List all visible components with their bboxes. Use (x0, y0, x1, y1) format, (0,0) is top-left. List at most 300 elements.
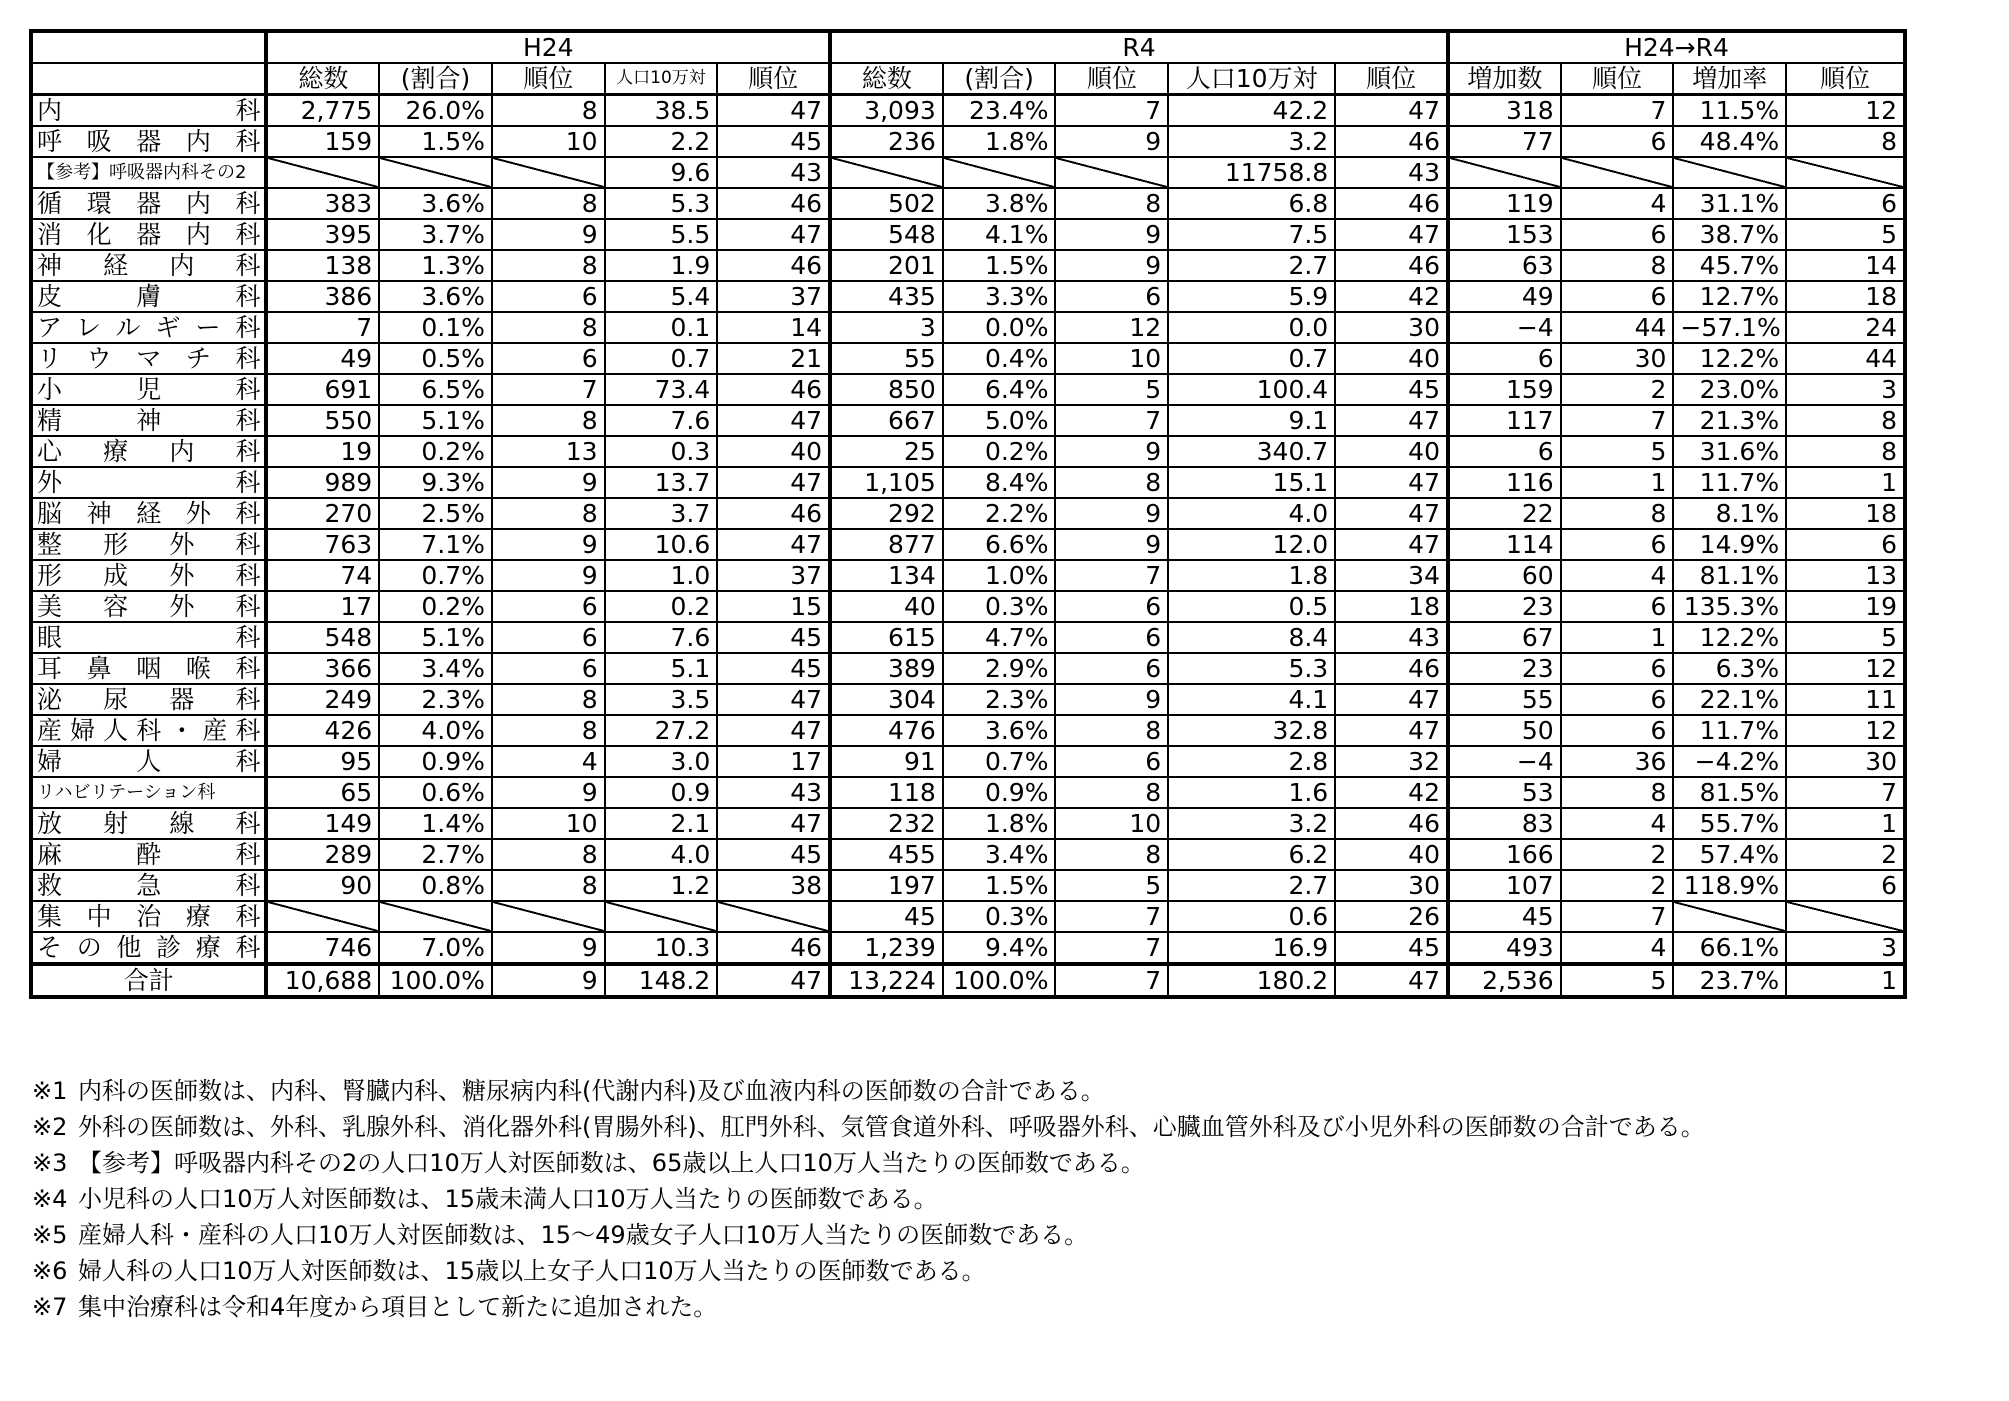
group-header-change: H24→R4 (1448, 31, 1905, 63)
value-cell: 43 (1335, 622, 1448, 653)
value-cell: 37 (717, 560, 830, 591)
value-cell: 11.5% (1673, 95, 1786, 127)
value-cell: 1,239 (830, 932, 943, 964)
value-cell: 47 (1335, 715, 1448, 746)
value-cell: 4.7% (943, 622, 1056, 653)
value-cell: 10,688 (266, 964, 379, 997)
value-cell: 340.7 (1168, 436, 1335, 467)
value-cell: 5.3 (1168, 653, 1335, 684)
value-cell: −4.2% (1673, 746, 1786, 777)
value-cell: 9.1 (1168, 405, 1335, 436)
value-cell: 0.0% (943, 312, 1056, 343)
sub-header-r4-rank: 順位 (1055, 63, 1168, 95)
value-cell: 1.5% (943, 870, 1056, 901)
value-cell: 4.1 (1168, 684, 1335, 715)
value-cell: 9 (1055, 684, 1168, 715)
value-cell: 12.7% (1673, 281, 1786, 312)
value-cell: 31.6% (1673, 436, 1786, 467)
value-cell: 22.1% (1673, 684, 1786, 715)
value-cell: 476 (830, 715, 943, 746)
not-applicable-cell (1673, 157, 1786, 188)
footnote (32, 1220, 1982, 1250)
value-cell: 55.7% (1673, 808, 1786, 839)
sub-header-row (31, 63, 1905, 95)
value-cell: 10.3 (605, 932, 718, 964)
value-cell: 10 (492, 126, 605, 157)
value-cell: −57.1% (1673, 312, 1786, 343)
value-cell: 0.9% (379, 746, 492, 777)
value-cell: 6.6% (943, 529, 1056, 560)
value-cell: 1,105 (830, 467, 943, 498)
department-name: 精神科 (31, 405, 266, 436)
footnote-mark: ※6 (32, 1257, 68, 1285)
value-cell: 493 (1448, 932, 1561, 964)
value-cell: 8.4 (1168, 622, 1335, 653)
value-cell: 25 (830, 436, 943, 467)
value-cell: 5.0% (943, 405, 1056, 436)
value-cell: 45.7% (1673, 250, 1786, 281)
value-cell: 74 (266, 560, 379, 591)
department-name: アレルギー科 (31, 312, 266, 343)
value-cell: 746 (266, 932, 379, 964)
footnote-text: 外科の医師数は、外科、乳腺外科、消化器外科(胃腸外科)、肛門外科、気管食道外科、呼吸器外科、心臓血管外科及び小児外科の医師数の合計である。 (78, 1113, 1705, 1141)
footnote-text: 内科の医師数は、内科、腎臓内科、糖尿病内科(代謝内科)及び血液内科の医師数の合計である。 (78, 1077, 1105, 1105)
value-cell: 6 (1055, 653, 1168, 684)
table-row (31, 374, 1905, 405)
value-cell: 47 (1335, 498, 1448, 529)
not-applicable-cell (379, 901, 492, 932)
value-cell: 435 (830, 281, 943, 312)
value-cell: 366 (266, 653, 379, 684)
sub-header-h24-rank: 順位 (492, 63, 605, 95)
value-cell: 3.6% (943, 715, 1056, 746)
value-cell: 100.0% (379, 964, 492, 997)
value-cell: 34 (1335, 560, 1448, 591)
value-cell: 47 (717, 95, 830, 127)
value-cell: 6 (1561, 529, 1674, 560)
value-cell: 26 (1335, 901, 1448, 932)
value-cell: 6 (1055, 622, 1168, 653)
value-cell: 7 (1561, 95, 1674, 127)
value-cell: 8 (492, 188, 605, 219)
value-cell: 159 (266, 126, 379, 157)
value-cell: 0.3% (943, 591, 1056, 622)
value-cell: 49 (1448, 281, 1561, 312)
value-cell: 6 (1561, 591, 1674, 622)
value-cell: 45 (717, 622, 830, 653)
value-cell: 0.5% (379, 343, 492, 374)
table-row (31, 281, 1905, 312)
table-row (31, 219, 1905, 250)
value-cell: 7 (1561, 901, 1674, 932)
sub-header-r4-per-100k-rank: 順位 (1335, 63, 1448, 95)
value-cell: 2.7 (1168, 870, 1335, 901)
value-cell: 9.3% (379, 467, 492, 498)
value-cell: 43 (1335, 157, 1448, 188)
value-cell: 44 (1561, 312, 1674, 343)
value-cell: 4.0 (605, 839, 718, 870)
value-cell: 6 (1786, 529, 1905, 560)
value-cell: 40 (1335, 343, 1448, 374)
value-cell: 135.3% (1673, 591, 1786, 622)
value-cell: 13 (1786, 560, 1905, 591)
value-cell: 5.3 (605, 188, 718, 219)
footnote (32, 1184, 1982, 1214)
footnote-text: 小児科の人口10万人対医師数は、15歳未満人口10万人当たりの医師数である。 (78, 1185, 938, 1213)
value-cell: 43 (717, 157, 830, 188)
value-cell: 53 (1448, 777, 1561, 808)
value-cell: 65 (266, 777, 379, 808)
value-cell: 5 (1786, 622, 1905, 653)
value-cell: 1 (1561, 622, 1674, 653)
value-cell: 6 (1561, 684, 1674, 715)
value-cell: 153 (1448, 219, 1561, 250)
value-cell: 18 (1786, 498, 1905, 529)
footnote-mark: ※3 (32, 1149, 68, 1177)
table-row (31, 250, 1905, 281)
value-cell: 6.4% (943, 374, 1056, 405)
value-cell: 763 (266, 529, 379, 560)
value-cell: 81.1% (1673, 560, 1786, 591)
value-cell: 9 (1055, 219, 1168, 250)
value-cell: 6 (1786, 188, 1905, 219)
value-cell: 1.0% (943, 560, 1056, 591)
footnote-mark: ※2 (32, 1113, 68, 1141)
value-cell: 12.2% (1673, 343, 1786, 374)
value-cell: 1 (1561, 467, 1674, 498)
not-applicable-cell (830, 157, 943, 188)
value-cell: 6 (1055, 281, 1168, 312)
value-cell: 426 (266, 715, 379, 746)
value-cell: 455 (830, 839, 943, 870)
value-cell: 2.5% (379, 498, 492, 529)
value-cell: 38.7% (1673, 219, 1786, 250)
value-cell: 3.4% (943, 839, 1056, 870)
value-cell: 47 (717, 964, 830, 997)
value-cell: 0.7 (1168, 343, 1335, 374)
value-cell: 11758.8 (1168, 157, 1335, 188)
value-cell: 118 (830, 777, 943, 808)
footnote-text: 婦人科の人口10万人対医師数は、15歳以上女子人口10万人当たりの医師数である。 (78, 1257, 986, 1285)
value-cell: 1.0 (605, 560, 718, 591)
value-cell: 7 (492, 374, 605, 405)
department-name: 眼科 (31, 622, 266, 653)
footnote-text: 産婦人科・産科の人口10万人対医師数は、15～49歳女子人口10万人当たりの医師数である。 (78, 1221, 1089, 1249)
value-cell: 3.3% (943, 281, 1056, 312)
value-cell: 8 (492, 839, 605, 870)
footnote-mark: ※7 (32, 1293, 68, 1321)
value-cell: 23.0% (1673, 374, 1786, 405)
value-cell: 2,775 (266, 95, 379, 127)
footnote (32, 1112, 1982, 1142)
table-row (31, 343, 1905, 374)
value-cell: 91 (830, 746, 943, 777)
value-cell: 10 (492, 808, 605, 839)
value-cell: 9 (492, 777, 605, 808)
value-cell: 3 (1786, 374, 1905, 405)
value-cell: 45 (1335, 374, 1448, 405)
value-cell: 55 (830, 343, 943, 374)
value-cell: 166 (1448, 839, 1561, 870)
value-cell: 2.7 (1168, 250, 1335, 281)
value-cell: 2.2 (605, 126, 718, 157)
value-cell: 389 (830, 653, 943, 684)
value-cell: 3.2 (1168, 808, 1335, 839)
value-cell: 0.0 (1168, 312, 1335, 343)
value-cell: 6 (1561, 219, 1674, 250)
value-cell: 15 (717, 591, 830, 622)
group-header-h24: H24 (266, 31, 830, 63)
value-cell: 289 (266, 839, 379, 870)
value-cell: 0.6% (379, 777, 492, 808)
value-cell: 100.0% (943, 964, 1056, 997)
not-applicable-cell (1055, 157, 1168, 188)
value-cell: 47 (1335, 529, 1448, 560)
department-name: 整形外科 (31, 529, 266, 560)
value-cell: 10 (1055, 343, 1168, 374)
department-name: 耳鼻咽喉科 (31, 653, 266, 684)
table-row (31, 126, 1905, 157)
value-cell: 44 (1786, 343, 1905, 374)
value-cell: 8 (492, 250, 605, 281)
value-cell: 7 (1055, 560, 1168, 591)
department-name: 麻酔科 (31, 839, 266, 870)
value-cell: 1.5% (943, 250, 1056, 281)
value-cell: 1.3% (379, 250, 492, 281)
sub-header-r4-share: (割合) (943, 63, 1056, 95)
value-cell: 3.4% (379, 653, 492, 684)
value-cell: 292 (830, 498, 943, 529)
value-cell: 10.6 (605, 529, 718, 560)
department-name: 泌尿器科 (31, 684, 266, 715)
table-row (31, 839, 1905, 870)
value-cell: 8 (1055, 839, 1168, 870)
value-cell: 7.1% (379, 529, 492, 560)
value-cell: 5.9 (1168, 281, 1335, 312)
value-cell: 8 (1055, 777, 1168, 808)
value-cell: 11.7% (1673, 467, 1786, 498)
value-cell: 0.2% (943, 436, 1056, 467)
value-cell: 8 (492, 312, 605, 343)
value-cell: 16.9 (1168, 932, 1335, 964)
table-row (31, 932, 1905, 964)
department-name: 救急科 (31, 870, 266, 901)
value-cell: 550 (266, 405, 379, 436)
value-cell: 877 (830, 529, 943, 560)
sub-header-r4-per-100k: 人口10万対 (1168, 63, 1335, 95)
value-cell: 691 (266, 374, 379, 405)
value-cell: 4.0% (379, 715, 492, 746)
sub-header-h24-per-100k-rank: 順位 (717, 63, 830, 95)
value-cell: 6 (1561, 126, 1674, 157)
value-cell: 30 (1786, 746, 1905, 777)
value-cell: 47 (1335, 684, 1448, 715)
value-cell: 7 (1055, 901, 1168, 932)
value-cell: 40 (1335, 436, 1448, 467)
value-cell: 2.9% (943, 653, 1056, 684)
value-cell: 21.3% (1673, 405, 1786, 436)
value-cell: 77 (1448, 126, 1561, 157)
value-cell: 45 (1448, 901, 1561, 932)
value-cell: 3.2 (1168, 126, 1335, 157)
value-cell: 38.5 (605, 95, 718, 127)
value-cell: 50 (1448, 715, 1561, 746)
value-cell: 42 (1335, 281, 1448, 312)
value-cell: 38 (717, 870, 830, 901)
table-row (31, 560, 1905, 591)
value-cell: 100.4 (1168, 374, 1335, 405)
value-cell: 1.4% (379, 808, 492, 839)
value-cell: 0.2% (379, 591, 492, 622)
value-cell: 1.6 (1168, 777, 1335, 808)
value-cell: 0.5 (1168, 591, 1335, 622)
table-row (31, 188, 1905, 219)
value-cell: 2.3% (943, 684, 1056, 715)
value-cell: 23 (1448, 653, 1561, 684)
value-cell: 0.9% (943, 777, 1056, 808)
value-cell: 304 (830, 684, 943, 715)
department-name: 内科 (31, 95, 266, 127)
footnotes (32, 1076, 1982, 1328)
table-row (31, 870, 1905, 901)
value-cell: 148.2 (605, 964, 718, 997)
value-cell: 18 (1786, 281, 1905, 312)
value-cell: 6.3% (1673, 653, 1786, 684)
value-cell: 47 (717, 467, 830, 498)
value-cell: 2.2% (943, 498, 1056, 529)
value-cell: 23 (1448, 591, 1561, 622)
department-name: 合計 (31, 964, 266, 997)
value-cell: 8 (1561, 250, 1674, 281)
value-cell: 5 (1055, 374, 1168, 405)
value-cell: 46 (1335, 126, 1448, 157)
not-applicable-cell (1786, 157, 1905, 188)
value-cell: 615 (830, 622, 943, 653)
sub-header-increase-rank: 順位 (1561, 63, 1674, 95)
value-cell: 3 (1786, 932, 1905, 964)
value-cell: 47 (717, 219, 830, 250)
value-cell: 3 (830, 312, 943, 343)
value-cell: 6 (1055, 746, 1168, 777)
value-cell: 0.2% (379, 436, 492, 467)
value-cell: 6 (492, 591, 605, 622)
value-cell: 0.3 (605, 436, 718, 467)
value-cell: 31.1% (1673, 188, 1786, 219)
value-cell: 7 (1055, 932, 1168, 964)
value-cell: 1.8 (1168, 560, 1335, 591)
not-applicable-cell (379, 157, 492, 188)
value-cell: 47 (1335, 405, 1448, 436)
not-applicable-cell (605, 901, 718, 932)
value-cell: 8 (1561, 498, 1674, 529)
value-cell: 30 (1335, 312, 1448, 343)
table-row (31, 622, 1905, 653)
value-cell: 14 (717, 312, 830, 343)
value-cell: 4 (1561, 188, 1674, 219)
value-cell: 8 (1786, 126, 1905, 157)
value-cell: 46 (717, 188, 830, 219)
value-cell: 12 (1786, 715, 1905, 746)
value-cell: 3.7% (379, 219, 492, 250)
value-cell: 2 (1561, 374, 1674, 405)
table-row (31, 95, 1905, 127)
footnote-mark: ※4 (32, 1185, 68, 1213)
value-cell: 1 (1786, 808, 1905, 839)
department-name: リハビリテーション科 (31, 777, 266, 808)
value-cell: 270 (266, 498, 379, 529)
value-cell: 40 (717, 436, 830, 467)
value-cell: 667 (830, 405, 943, 436)
value-cell: 7 (1055, 405, 1168, 436)
table-row (31, 498, 1905, 529)
value-cell: 47 (717, 405, 830, 436)
value-cell: 9 (1055, 250, 1168, 281)
value-cell: 12 (1786, 95, 1905, 127)
value-cell: 6 (1786, 870, 1905, 901)
value-cell: 1.5% (379, 126, 492, 157)
value-cell: 548 (266, 622, 379, 653)
value-cell: 46 (717, 498, 830, 529)
value-cell: 2 (1786, 839, 1905, 870)
value-cell: 30 (1335, 870, 1448, 901)
value-cell: 6.8 (1168, 188, 1335, 219)
value-cell: 6 (1055, 591, 1168, 622)
department-name: 消化器内科 (31, 219, 266, 250)
department-name: 産婦人科・産科 (31, 715, 266, 746)
value-cell: 11 (1786, 684, 1905, 715)
not-applicable-cell (492, 157, 605, 188)
value-cell: 8 (492, 715, 605, 746)
value-cell: 12.2% (1673, 622, 1786, 653)
department-name: 循環器内科 (31, 188, 266, 219)
department-name: 放射線科 (31, 808, 266, 839)
value-cell: 0.7 (605, 343, 718, 374)
value-cell: 10 (1055, 808, 1168, 839)
value-cell: 47 (1335, 219, 1448, 250)
value-cell: 45 (1335, 932, 1448, 964)
sub-header-increase-rate-rank: 順位 (1786, 63, 1905, 95)
value-cell: 42 (1335, 777, 1448, 808)
value-cell: 4 (492, 746, 605, 777)
value-cell: 14 (1786, 250, 1905, 281)
value-cell: 8 (1055, 467, 1168, 498)
value-cell: 12.0 (1168, 529, 1335, 560)
value-cell: 8 (492, 870, 605, 901)
table-row (31, 157, 1905, 188)
value-cell: 8 (492, 405, 605, 436)
value-cell: 5.1% (379, 622, 492, 653)
value-cell: 18 (1335, 591, 1448, 622)
value-cell: 6.5% (379, 374, 492, 405)
value-cell: 3.6% (379, 188, 492, 219)
table-row (31, 777, 1905, 808)
table-row (31, 808, 1905, 839)
value-cell: 8 (1786, 405, 1905, 436)
not-applicable-cell (266, 901, 379, 932)
value-cell: 0.7% (943, 746, 1056, 777)
not-applicable-cell (1786, 901, 1905, 932)
table-row (31, 591, 1905, 622)
value-cell: 60 (1448, 560, 1561, 591)
value-cell: 40 (830, 591, 943, 622)
not-applicable-cell (266, 157, 379, 188)
department-name: 呼吸器内科 (31, 126, 266, 157)
value-cell: 119 (1448, 188, 1561, 219)
value-cell: 8 (492, 95, 605, 127)
value-cell: 45 (717, 839, 830, 870)
value-cell: 45 (830, 901, 943, 932)
value-cell: 201 (830, 250, 943, 281)
